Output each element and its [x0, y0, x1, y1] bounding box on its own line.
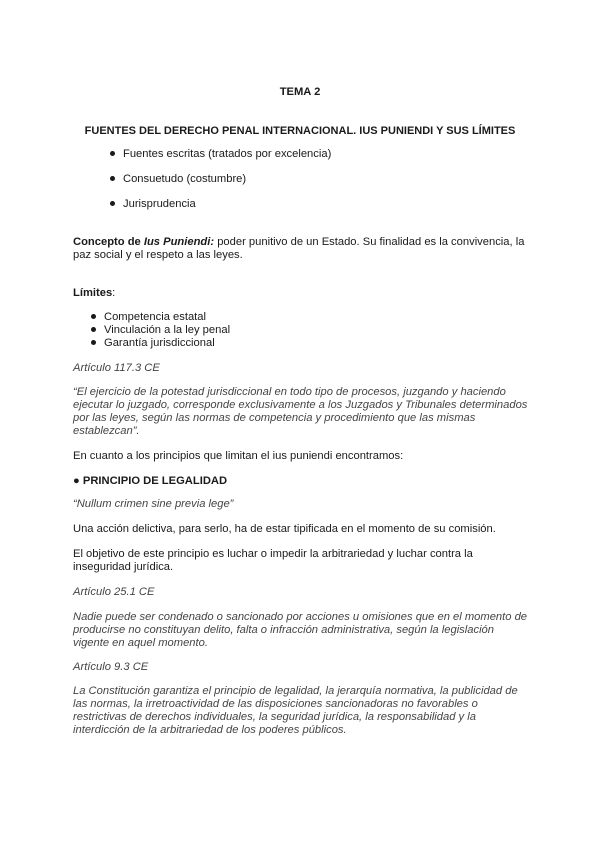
article-25-text: Nadie puede ser condenado o sancionado por acciones u omisiones que en el momento de producirse no constituyan delito, falta o infracción administrativa, según la legislación vigente en aquel momento.: [73, 611, 528, 649]
article-25-ref: Artículo 25.1 CE: [73, 586, 155, 598]
article-9-text: La Constitución garantiza el principio de legalidad, la jerarquía normativa, la publicidad de las normas, la irretroactividad de las disposiciones sancionadoras no favorables o restrictivas de derechos individuales, la seguridad jurídica, la responsabilidad y la interdicción de la arbitrariedad de los poderes públicos.: [73, 685, 518, 736]
principle-heading: ● PRINCIPIO DE LEGALIDAD: [73, 475, 228, 487]
bullet-icon: [110, 151, 115, 156]
page-title: TEMA 2: [279, 86, 321, 98]
bullet-icon: [91, 314, 96, 319]
article-117-ref: Artículo 117.3 CE: [73, 362, 160, 374]
article-117-text: “El ejercicio de la potestad jurisdiccional en todo tipo de procesos, juzgando y haciendo ejecutar lo juzgado, corresponde exclusivamente a los Juzgados y Tribunales determinados por las leyes, según las normas de competencia y procedimiento que las mismas establezcan”.: [73, 386, 528, 437]
maxim: “Nullum crimen sine previa lege”: [73, 498, 234, 510]
paragraph-2: El objetivo de este principio es luchar o impedir la arbitrariedad y luchar contra la inseguridad jurídica.: [73, 548, 473, 573]
paragraph-1: Una acción delictiva, para serlo, ha de estar tipificada en el momento de su comisión.: [73, 523, 496, 535]
limits-list: [91, 311, 230, 350]
principles-intro: En cuanto a los principios que limitan el ius puniendi encontramos:: [73, 450, 404, 462]
list-item: Fuentes escritas (tratados por excelencia): [110, 148, 331, 173]
list-item: Competencia estatal: [91, 311, 230, 324]
list-item: Consuetudo (costumbre): [110, 173, 331, 198]
sources-list: [110, 148, 331, 223]
document-subtitle: FUENTES DEL DERECHO PENAL INTERNACIONAL. IUS PUNIENDI Y SUS LÍMITES: [84, 125, 516, 137]
article-9-ref: Artículo 9.3 CE: [73, 661, 149, 673]
limits-heading: Límites:: [73, 287, 116, 299]
list-item: Garantía jurisdiccional: [91, 337, 230, 350]
bullet-icon: [110, 201, 115, 206]
list-item: Jurisprudencia: [110, 198, 331, 223]
bullet-icon: [91, 327, 96, 332]
bullet-icon: [110, 176, 115, 181]
concept-paragraph: Concepto de Ius Puniendi: poder punitivo de un Estado. Su finalidad es la convivencia, la paz social y el respeto a las leyes.: [73, 236, 525, 261]
list-item: Vinculación a la ley penal: [91, 324, 230, 337]
bullet-icon: [91, 340, 96, 345]
